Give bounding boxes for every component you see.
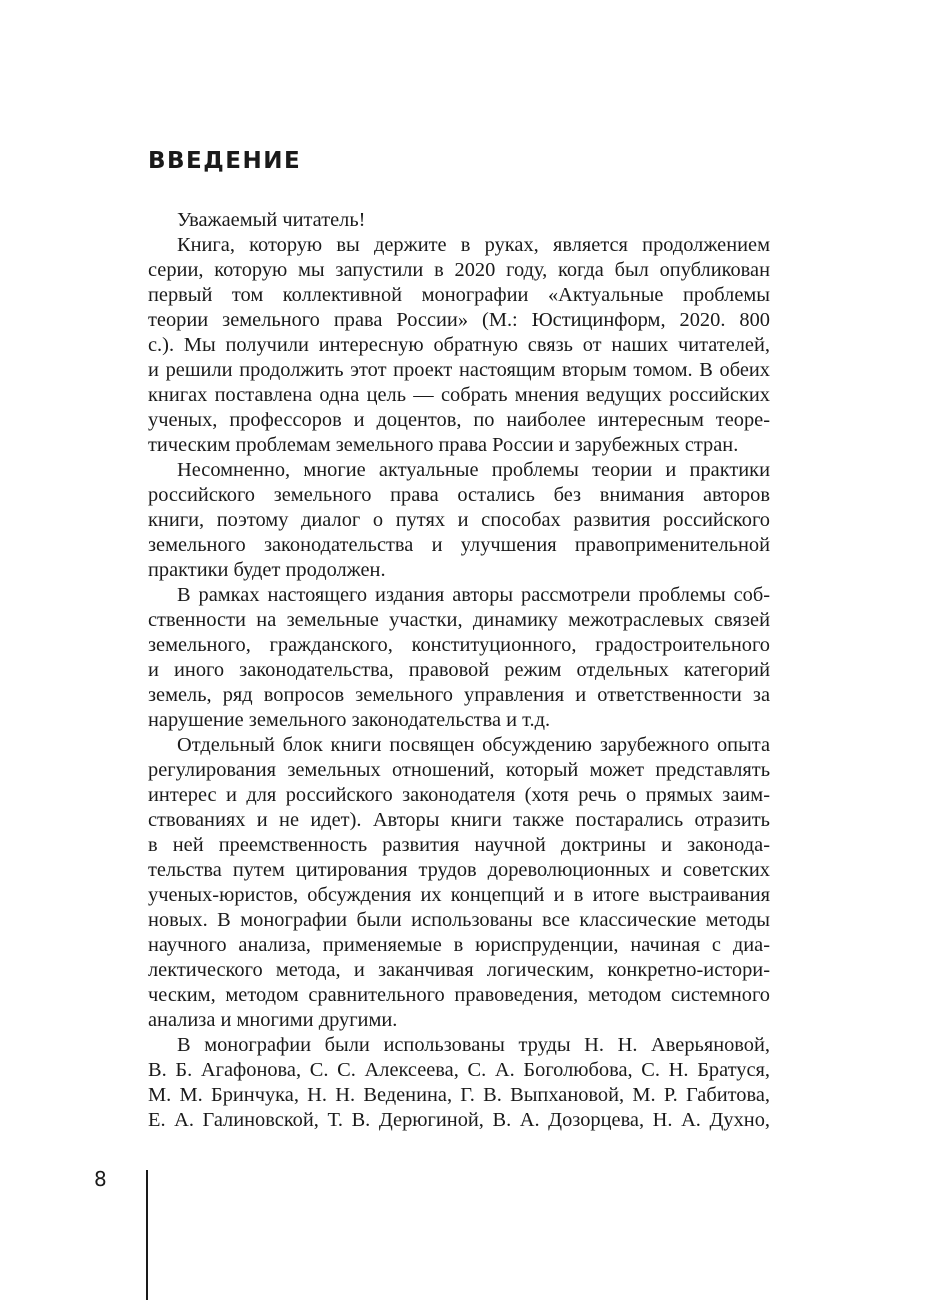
page-margin-rule (146, 1170, 148, 1300)
text-line: земельного законодательства и улучшения правоприменительной (148, 534, 770, 556)
text-line: Несомненно, многие актуальные проблемы теории и практики (177, 459, 770, 481)
text-line: земельного, гражданского, конституционного, градостроительного (148, 634, 770, 656)
text-line: научного анализа, применяемые в юриспруденции, начиная с диа- (148, 934, 770, 956)
text-line: лектического метода, и заканчивая логическим, конкретно-истори- (148, 959, 770, 981)
text-line: Книга, которую вы держите в руках, является продолжением (177, 234, 770, 256)
text-line: регулирования земельных отношений, который может представлять (148, 759, 770, 781)
text-line: и иного законодательства, правовой режим отдельных категорий (148, 659, 770, 681)
text-line: В. Б. Агафонова, С. С. Алексеева, С. А. Боголюбова, С. Н. Братуся, (148, 1059, 770, 1081)
paragraph (148, 1033, 770, 1133)
text-line: серии, которую мы запустили в 2020 году, когда был опубликован (148, 259, 770, 281)
text-line: интерес и для российского законодателя (хотя речь о прямых заим- (148, 784, 770, 806)
text-line: Уважаемый читатель! (177, 209, 366, 231)
text-line: в ней преемственность развития научной доктрины и законода- (148, 834, 770, 856)
text-line: анализа и многими другими. (148, 1009, 398, 1031)
text-line: книги, поэтому диалог о путях и способах развития российского (148, 509, 770, 531)
paragraph (148, 233, 770, 458)
text-line: тельства путем цитирования трудов дореволюционных и советских (148, 859, 770, 881)
text-line: М. М. Бринчука, Н. Н. Веденина, Г. В. Выпхановой, М. Р. Габитова, (148, 1084, 770, 1106)
paragraph (148, 733, 770, 1033)
text-line: книгах поставлена одна цель — собрать мнения ведущих российских (148, 384, 770, 406)
text-line: В рамках настоящего издания авторы рассмотрели проблемы соб- (177, 584, 770, 606)
text-line: первый том коллективной монографии «Актуальные проблемы (148, 284, 770, 306)
text-line: ученых-юристов, обсуждения их концепций и в итоге выстраивания (148, 884, 770, 906)
text-line: и решили продолжить этот проект настоящим вторым томом. В обеих (148, 359, 770, 381)
text-line: В монографии были использованы труды Н. Н. Аверьяновой, (177, 1034, 770, 1056)
text-line: теории земельного права России» (М.: Юстицинформ, 2020. 800 (148, 309, 770, 331)
paragraph (148, 583, 770, 733)
text-line: ученых, профессоров и доцентов, по наиболее интересным теоре- (148, 409, 770, 431)
chapter-heading: ВВЕДЕНИЕ (148, 148, 302, 174)
paragraph (148, 458, 770, 583)
page-number: 8 (94, 1167, 107, 1191)
text-line: земель, ряд вопросов земельного управления и ответственности за (148, 684, 770, 706)
text-line: практики будет продолжен. (148, 559, 386, 581)
text-line: с.). Мы получили интересную обратную связь от наших читателей, (148, 334, 770, 356)
text-line: новых. В монографии были использованы все классические методы (148, 909, 770, 931)
text-line: российского земельного права остались без внимания авторов (148, 484, 770, 506)
text-line: ственности на земельные участки, динамику межотраслевых связей (148, 609, 770, 631)
text-line: Отдельный блок книги посвящен обсуждению зарубежного опыта (177, 734, 770, 756)
text-line: ствованиях и не идет). Авторы книги также постарались отразить (148, 809, 770, 831)
text-line: нарушение земельного законодательства и т.д. (148, 709, 551, 731)
text-line: Е. А. Галиновской, Т. В. Дерюгиной, В. А. Дозорцева, Н. А. Духно, (148, 1109, 770, 1131)
text-line: ческим, методом сравнительного правоведения, методом системного (148, 984, 770, 1006)
body-text (148, 208, 770, 1133)
text-line: тическим проблемам земельного права России и зарубежных стран. (148, 434, 739, 456)
paragraph (148, 208, 770, 233)
